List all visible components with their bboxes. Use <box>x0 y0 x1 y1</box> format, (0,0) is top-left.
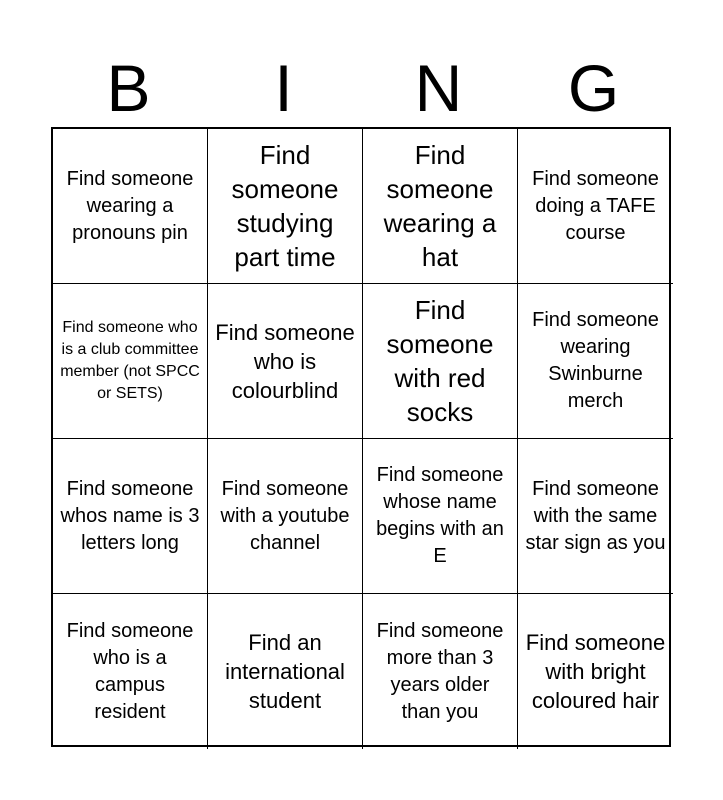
bingo-cell[interactable] <box>518 129 673 284</box>
bingo-cell[interactable] <box>363 594 518 749</box>
cell-text: Find someone with the same star sign as you <box>525 477 666 554</box>
header-letter-g: G <box>567 51 620 125</box>
cell-text: Find someone wearing Swinburne merch <box>532 309 659 412</box>
bingo-cell[interactable] <box>53 439 208 594</box>
cell-text: Find someone who is a campus resident <box>66 619 194 723</box>
cell-text: Find someone with red socks <box>386 295 494 427</box>
bingo-cell[interactable] <box>53 284 208 439</box>
cell-text: Find someone with a youtube channel <box>220 477 350 554</box>
bingo-header <box>51 48 671 128</box>
bingo-cell[interactable] <box>518 594 673 749</box>
header-letter-i: I <box>274 51 293 125</box>
cell-text: Find someone who is colourblind <box>215 319 355 403</box>
cell-text: Find someone who is a club committee member (not SPCC or SETS) <box>60 319 200 402</box>
bingo-cell[interactable] <box>208 284 363 439</box>
cell-text: Find someone whos name is 3 letters long <box>60 477 200 554</box>
cell-text: Find an international student <box>225 630 345 713</box>
header-letter-n: N <box>414 51 463 125</box>
cell-text: Find someone whose name begins with an E <box>376 464 504 567</box>
bingo-grid <box>51 127 671 747</box>
cell-text: Find someone more than 3 years older than you <box>376 619 504 723</box>
bingo-cell[interactable] <box>53 129 208 284</box>
bingo-cell[interactable] <box>208 129 363 284</box>
cell-text: Find someone doing a TAFE course <box>532 167 659 244</box>
bingo-cell[interactable] <box>53 594 208 749</box>
bingo-cell[interactable] <box>363 284 518 439</box>
bingo-cell[interactable] <box>363 129 518 284</box>
header-letter-b: B <box>106 51 151 125</box>
bingo-cell[interactable] <box>518 284 673 439</box>
cell-text: Find someone wearing a pronouns pin <box>66 167 194 244</box>
cell-text: Find someone with bright coloured hair <box>525 630 666 713</box>
bingo-cell[interactable] <box>363 439 518 594</box>
bingo-cell[interactable] <box>208 594 363 749</box>
bingo-cell[interactable] <box>208 439 363 594</box>
cell-text: Find someone studying part time <box>231 140 339 272</box>
cell-text: Find someone wearing a hat <box>383 140 497 272</box>
bingo-cell[interactable] <box>518 439 673 594</box>
